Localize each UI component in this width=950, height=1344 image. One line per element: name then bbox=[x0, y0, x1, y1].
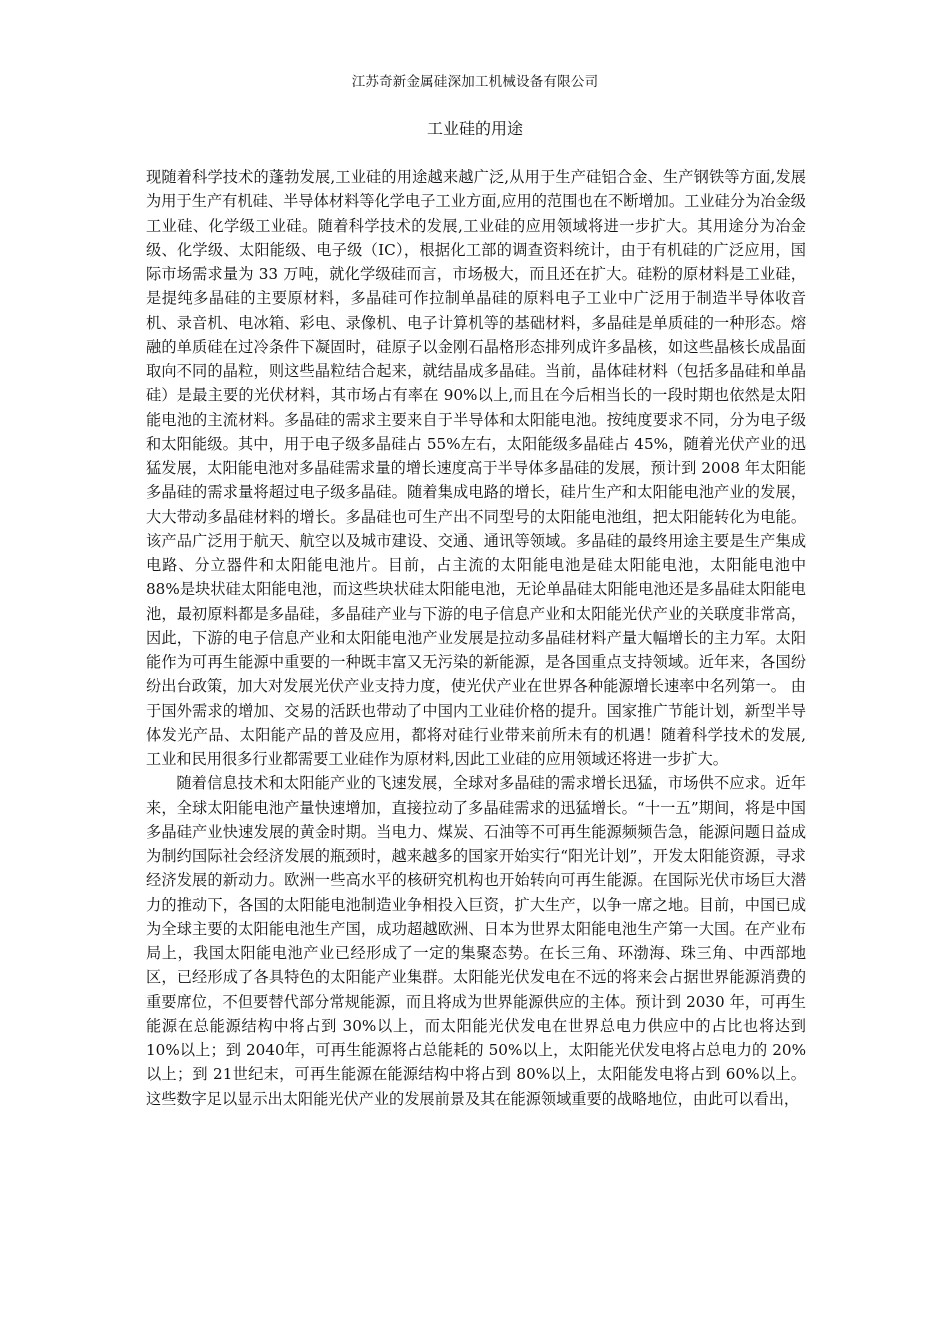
body-paragraph-2: 随着信息技术和太阳能产业的飞速发展，全球对多晶硅的需求增长迅猛，市场供不应求。近年来，全球太阳能电池产量快速增加，直接拉动了多晶硅需求的迅猛增长。“十一五”期间，将是中国多晶硅产业快速发展的黄金时期。当电力、煤炭、石油等不可再生能源频频告急，能源问题日益成为制约国际社会经济发展的瓶颈时，越来越多的国家开始实行“阳光计划”，开发太阳能资源，寻求经济发展的新动力。欧洲一些高水平的核研究机构也开始转向可再生能源。在国际光伏市场巨大潜力的推动下，各国的太阳能电池制造业争相投入巨资，扩大生产，以争一席之地。目前，中国已成为全球主要的太阳能电池生产国，成功超越欧洲、日本为世界太阳能电池生产第一大国。在产业布局上，我国太阳能电池产业已经形成了一定的集聚态势。在长三角、环渤海、珠三角、中西部地区，已经形成了各具特色的太阳能产业集群。太阳能光伏发电在不远的将来会占据世界能源消费的重要席位，不但要替代部分常规能源，而且将成为世界能源供应的主体。预计到 2030 年，可再生能源在总能源结构中将占到 30%以上，而太阳能光伏发电在世界总电力供应中的占比也将达到 10%以上；到 2040年，可再生能源将占总能耗的 50%以上，太阳能光伏发电将占总电力的 20%以上；到 21世纪末，可再生能源在能源结构中将占到 80%以上，太阳能发电将占到 60%以上。这些数字足以显示出太阳能光伏产业的发展前景及其在能源领域重要的战略地位，由此可以看出， bbox=[146, 774, 806, 1108]
document-title: 工业硅的用途 bbox=[426, 119, 523, 138]
company-header: 江苏奇新金属硅深加工机械设备有限公司 bbox=[351, 74, 599, 90]
document-body bbox=[146, 165, 806, 1111]
body-paragraph-1: 现随着科学技术的蓬勃发展,工业硅的用途越来越广泛,从用于生产硅铝合金、生产钢铁等方面,发展为用于生产有机硅、半导体材料等化学电子工业方面,应用的范围也在不断增加。工业硅分为冶金级工业硅、化学级工业硅。随着科学技术的发展,工业硅的应用领域将进一步扩大。其用途分为冶金级、化学级、太阳能级、电子级（IC），根据化工部的调查资料统计，由于有机硅的广泛应用，国际市场需求量为 33 万吨，就化学级硅而言，市场极大，而且还在扩大。硅粉的原材料是工业硅，是提纯多晶硅的主要原材料，多晶硅可作拉制单晶硅的原料电子工业中广泛用于制造半导体收音机、录音机、电冰箱、彩电、录像机、电子计算机等的基础材料，多晶硅是单质硅的一种形态。熔融的单质硅在过冷条件下凝固时，硅原子以金刚石晶格形态排列成许多晶核，如这些晶核长成晶面取向不同的晶粒，则这些晶粒结合起来，就结晶成多晶硅。当前，晶体硅材料（包括多晶硅和单晶硅）是最主要的光伏材料，其市场占有率在 90%以上,而且在今后相当长的一段时期也依然是太阳能电池的主流材料。多晶硅的需求主要来自于半导体和太阳能电池。按纯度要求不同，分为电子级和太阳能级。其中，用于电子级多晶硅占 55%左右，太阳能级多晶硅占 45%，随着光伏产业的迅猛发展，太阳能电池对多晶硅需求量的增长速度高于半导体多晶硅的发展，预计到 2008 年太阳能多晶硅的需求量将超过电子级多晶硅。随着集成电路的增长，硅片生产和太阳能电池产业的发展，大大带动多晶硅材料的增长。多晶硅也可生产出不同型号的太阳能电池组，把太阳能转化为电能。该产品广泛用于航天、航空以及城市建设、交通、通讯等领域。多晶硅的最终用途主要是生产集成电路、分立器件和太阳能电池片。目前，占主流的太阳能电池是硅太阳能电池，太阳能电池中 88%是块状硅太阳能电池，而这些块状硅太阳能电池，无论单晶硅太阳能电池还是多晶硅太阳能电池，最初原料都是多晶硅，多晶硅产业与下游的电子信息产业和太阳能光伏产业的关联度非常高，因此，下游的电子信息产业和太阳能电池产业发展是拉动多晶硅材料产量大幅增长的主力军。太阳能作为可再生能源中重要的一种既丰富又无污染的新能源，是各国重点支持领域。近年来，各国纷纷出台政策，加大对发展光伏产业支持力度，使光伏产业在世界各种能源增长速率中名列第一。 由于国外需求的增加、交易的活跃也带动了中国内工业硅价格的提升。国家推广节能计划，新型半导体发光产品、太阳能产品的普及应用，都将对硅行业带来前所未有的机遇！随着科学技术的发展, 工业和民用很多行业都需要工业硅作为原材料,因此工业硅的应用领域还将进一步扩大。 bbox=[146, 168, 806, 768]
